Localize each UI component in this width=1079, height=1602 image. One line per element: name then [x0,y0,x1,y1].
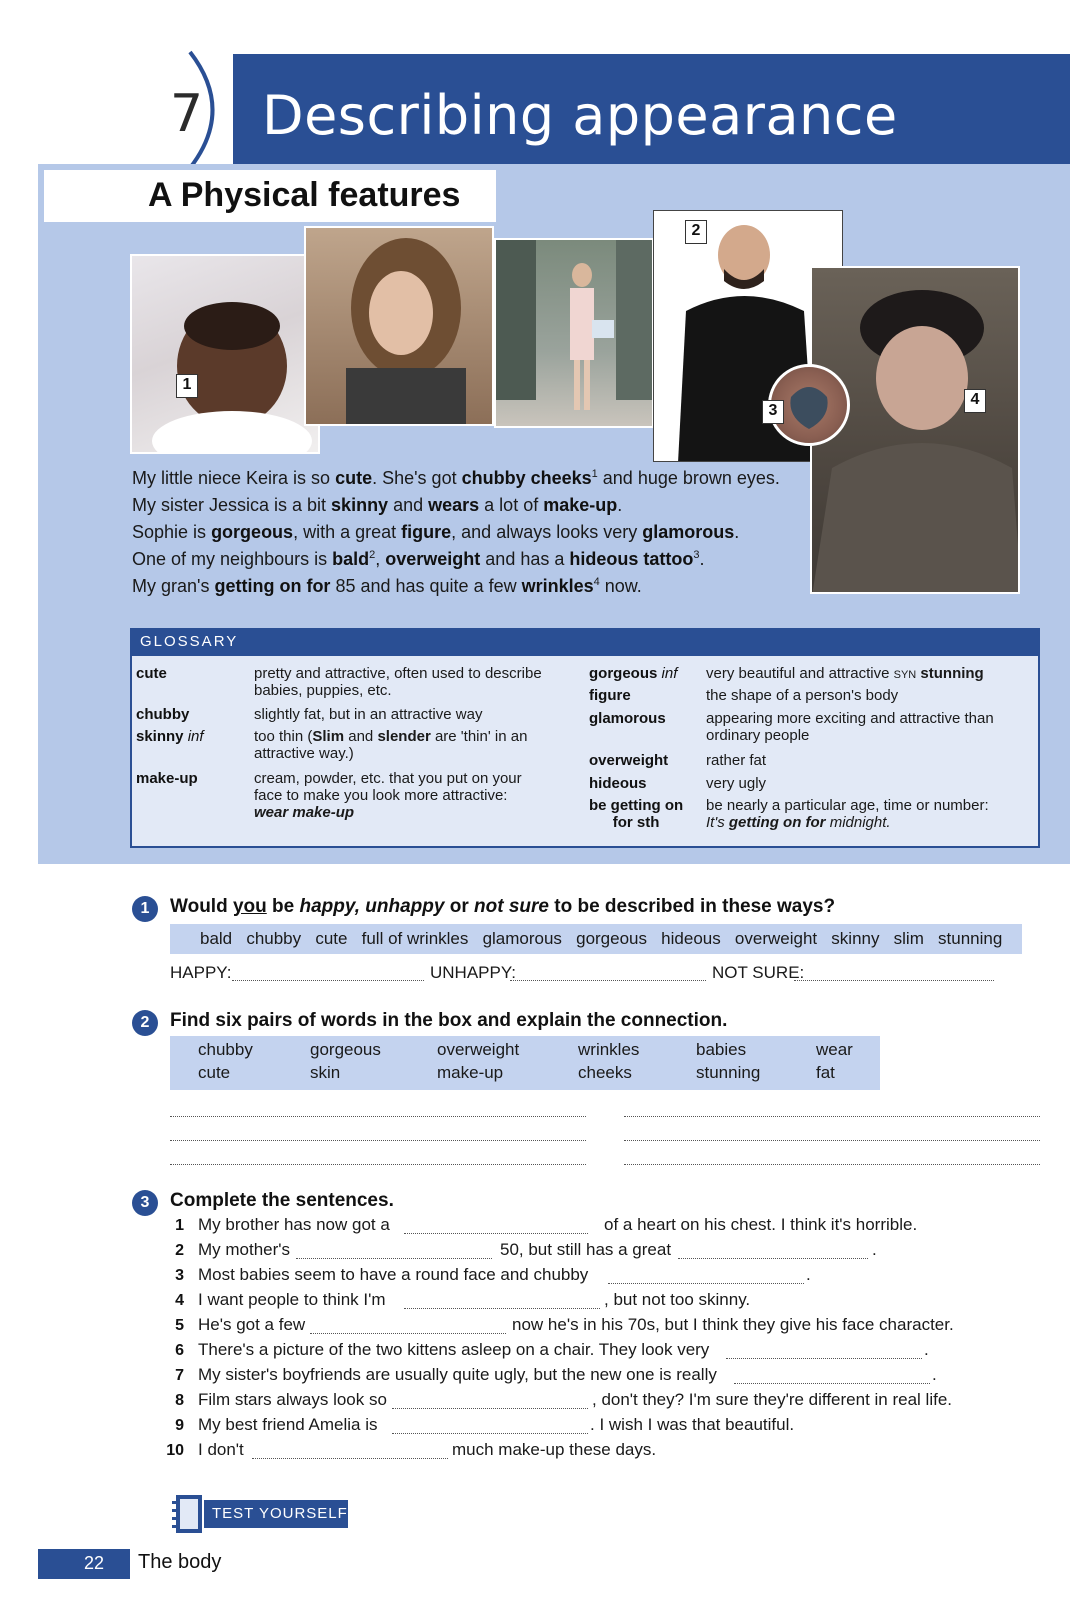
exercise-1-word-list: bald chubby cute full of wrinkles glamorous gorgeous hideous overweight skinny slim stunning [200,929,1003,948]
sentence-number: 6 [175,1342,184,1359]
sentence-text: Film stars always look so [198,1390,387,1409]
glossary-term-make-up: make-up [136,770,198,787]
sentence-number: 9 [175,1417,184,1434]
sentence-blank[interactable] [404,1233,588,1234]
photo-baby [130,254,320,454]
sentence-number: 3 [175,1267,184,1284]
glossary-label: GLOSSARY [140,633,239,650]
chapter-title: Describing appearance [262,84,898,147]
pair-answer-line[interactable] [624,1164,1040,1165]
not-sure-answer-line[interactable] [794,980,994,981]
exercise-3-number: 3 [132,1190,158,1216]
sentence-text: 50, but still has a great [500,1240,672,1259]
pair-answer-line[interactable] [170,1164,586,1165]
section-heading [148,176,460,215]
sentence-number: 5 [175,1317,184,1334]
pair-answer-line[interactable] [624,1140,1040,1141]
pair-word: make-up [437,1063,504,1082]
sentence-blank[interactable] [734,1383,930,1384]
sentence-number: 1 [175,1217,184,1234]
sentence-blank[interactable] [678,1258,868,1259]
unhappy-label: UNHAPPY: [430,963,516,982]
pair-word: fat [816,1063,835,1082]
happy-answer-line[interactable] [232,980,424,981]
sentence-text: , don't they? I'm sure they're different in real life. [592,1390,952,1409]
sentence-number: 2 [175,1242,184,1259]
glossary-def-cute: pretty and attractive, often used to describe babies, puppies, etc. [254,665,542,699]
happy-label: HAPPY: [170,963,232,982]
sentence-text: There's a picture of the two kittens asleep on a chair. They look very [198,1340,710,1359]
glossary-def-be-getting-on: be nearly a particular age, time or number: It's getting on for midnight. [706,797,989,831]
exercise-1-number: 1 [132,896,158,922]
exercise-3-title: Complete the sentences. [170,1190,394,1211]
sentence-text: . [924,1340,929,1359]
sentence-text: . [932,1365,937,1384]
glossary-def-gorgeous: very beautiful and attractive SYN stunning [706,665,984,682]
sentence-text: My mother's [198,1240,291,1259]
glossary-def-figure: the shape of a person's body [706,687,899,704]
pair-word: wrinkles [578,1040,640,1059]
pair-word: babies [696,1040,747,1059]
photo-marker-4: 4 [964,389,986,413]
sentence-blank[interactable] [252,1458,448,1459]
example-sentence-5: My gran's getting on for 85 and has quite a few wrinkles$^4$ now. [132,576,642,596]
sentence-text: Most babies seem to have a round face and chubby [198,1265,589,1284]
photo-elderly-woman [810,266,1020,594]
sentence-text: My brother has now got a [198,1215,390,1234]
glossary-def-make-up: cream, powder, etc. that you put on your face to make you look more attractive: wear make-up [254,770,522,821]
exercise-2-number: 2 [132,1010,158,1036]
sentence-blank[interactable] [296,1258,492,1259]
pair-word: chubby [198,1040,253,1059]
pair-word: stunning [696,1063,761,1082]
pair-word: cute [198,1063,231,1082]
glossary-def-chubby: slightly fat, but in an attractive way [254,706,483,723]
glossary-term-cute: cute [136,665,167,682]
sentence-number: 8 [175,1392,184,1409]
glossary-def-overweight: rather fat [706,752,767,769]
unhappy-answer-line[interactable] [510,980,706,981]
sentence-text: much make-up these days. [452,1440,657,1459]
glossary-term-glamorous: glamorous [589,710,666,727]
sentence-blank[interactable] [392,1433,588,1434]
sentence-text: . [806,1265,811,1284]
photo-marker-3: 3 [762,400,784,424]
sentence-number: 7 [175,1367,184,1384]
unit-title: The body [138,1551,222,1573]
pair-answer-line[interactable] [170,1140,586,1141]
photo-marker-2: 2 [685,220,707,244]
glossary-def-skinny: too thin (Slim and slender are 'thin' in an attractive way.) [254,728,528,762]
section-letter: A [148,176,172,214]
page-number: 22 [84,1553,105,1573]
chapter-number: 7 [170,84,204,144]
glossary-term-be-getting-on: be getting on for sth [589,797,684,831]
pair-word: skin [310,1063,341,1082]
glossary-def-glamorous: appearing more exciting and attractive than ordinary people [706,710,994,744]
section-title: Physical features [180,176,461,214]
photo-woman-walking [494,238,654,428]
photo-marker-1: 1 [176,374,198,398]
glossary-def-hideous: very ugly [706,775,767,792]
pair-word: wear [816,1040,853,1059]
example-sentence-1: My little niece Keira is so cute. She's got chubby cheeks$^1$ and huge brown eyes. [132,468,780,488]
sentence-number: 10 [166,1442,184,1459]
sentence-blank[interactable] [726,1358,922,1359]
sentence-blank[interactable] [404,1308,600,1309]
pair-word: overweight [437,1040,520,1059]
pair-word: gorgeous [310,1040,381,1059]
sentence-text: I don't [198,1440,244,1459]
exercise-2-title: Find six pairs of words in the box and explain the connection. [170,1010,728,1031]
pair-word: cheeks [578,1063,632,1082]
not-sure-label: NOT SURE: [712,963,805,982]
photo-woman-makeup [304,226,494,426]
glossary-term-gorgeous: gorgeous inf [589,665,678,682]
notebook-icon [170,1493,204,1535]
pair-answer-line[interactable] [170,1116,586,1117]
glossary-header-bar [130,628,1040,656]
glossary-term-overweight: overweight [589,752,669,769]
sentence-text: , but not too skinny. [604,1290,751,1309]
sentence-text: . I wish I was that beautiful. [590,1415,795,1434]
exercise-2-word-box [170,1036,880,1090]
pair-answer-line[interactable] [624,1116,1040,1117]
example-sentence-2: My sister Jessica is a bit skinny and wears a lot of make-up. [132,495,623,515]
glossary-term-hideous: hideous [589,775,647,792]
sentence-number: 4 [175,1292,184,1309]
sentence-text: of a heart on his chest. I think it's horrible. [604,1215,918,1234]
test-yourself-label[interactable]: TEST YOURSELF [212,1505,348,1522]
glossary-term-chubby: chubby [136,706,190,723]
sentence-text: My best friend Amelia is [198,1415,378,1434]
sentence-blank[interactable] [310,1333,506,1334]
sentence-text: now he's in his 70s, but I think they give his face character. [512,1315,954,1334]
sentence-text: . [872,1240,877,1259]
sentence-blank[interactable] [392,1408,588,1409]
sentence-text: He's got a few [198,1315,306,1334]
glossary-term-figure: figure [589,687,631,704]
example-sentence-3: Sophie is gorgeous, with a great figure, and always looks very glamorous. [132,522,740,542]
glossary-term-skinny: skinny inf [136,728,204,745]
exercise-1-title: Would you be happy, unhappy or not sure to be described in these ways? [170,896,836,917]
sentence-text: My sister's boyfriends are usually quite ugly, but the new one is really [198,1365,717,1384]
example-sentence-4: One of my neighbours is bald$^2$, overweight and has a hideous tattoo$^3$. [132,549,705,569]
sentence-blank[interactable] [608,1283,804,1284]
sentence-text: I want people to think I'm [198,1290,386,1309]
